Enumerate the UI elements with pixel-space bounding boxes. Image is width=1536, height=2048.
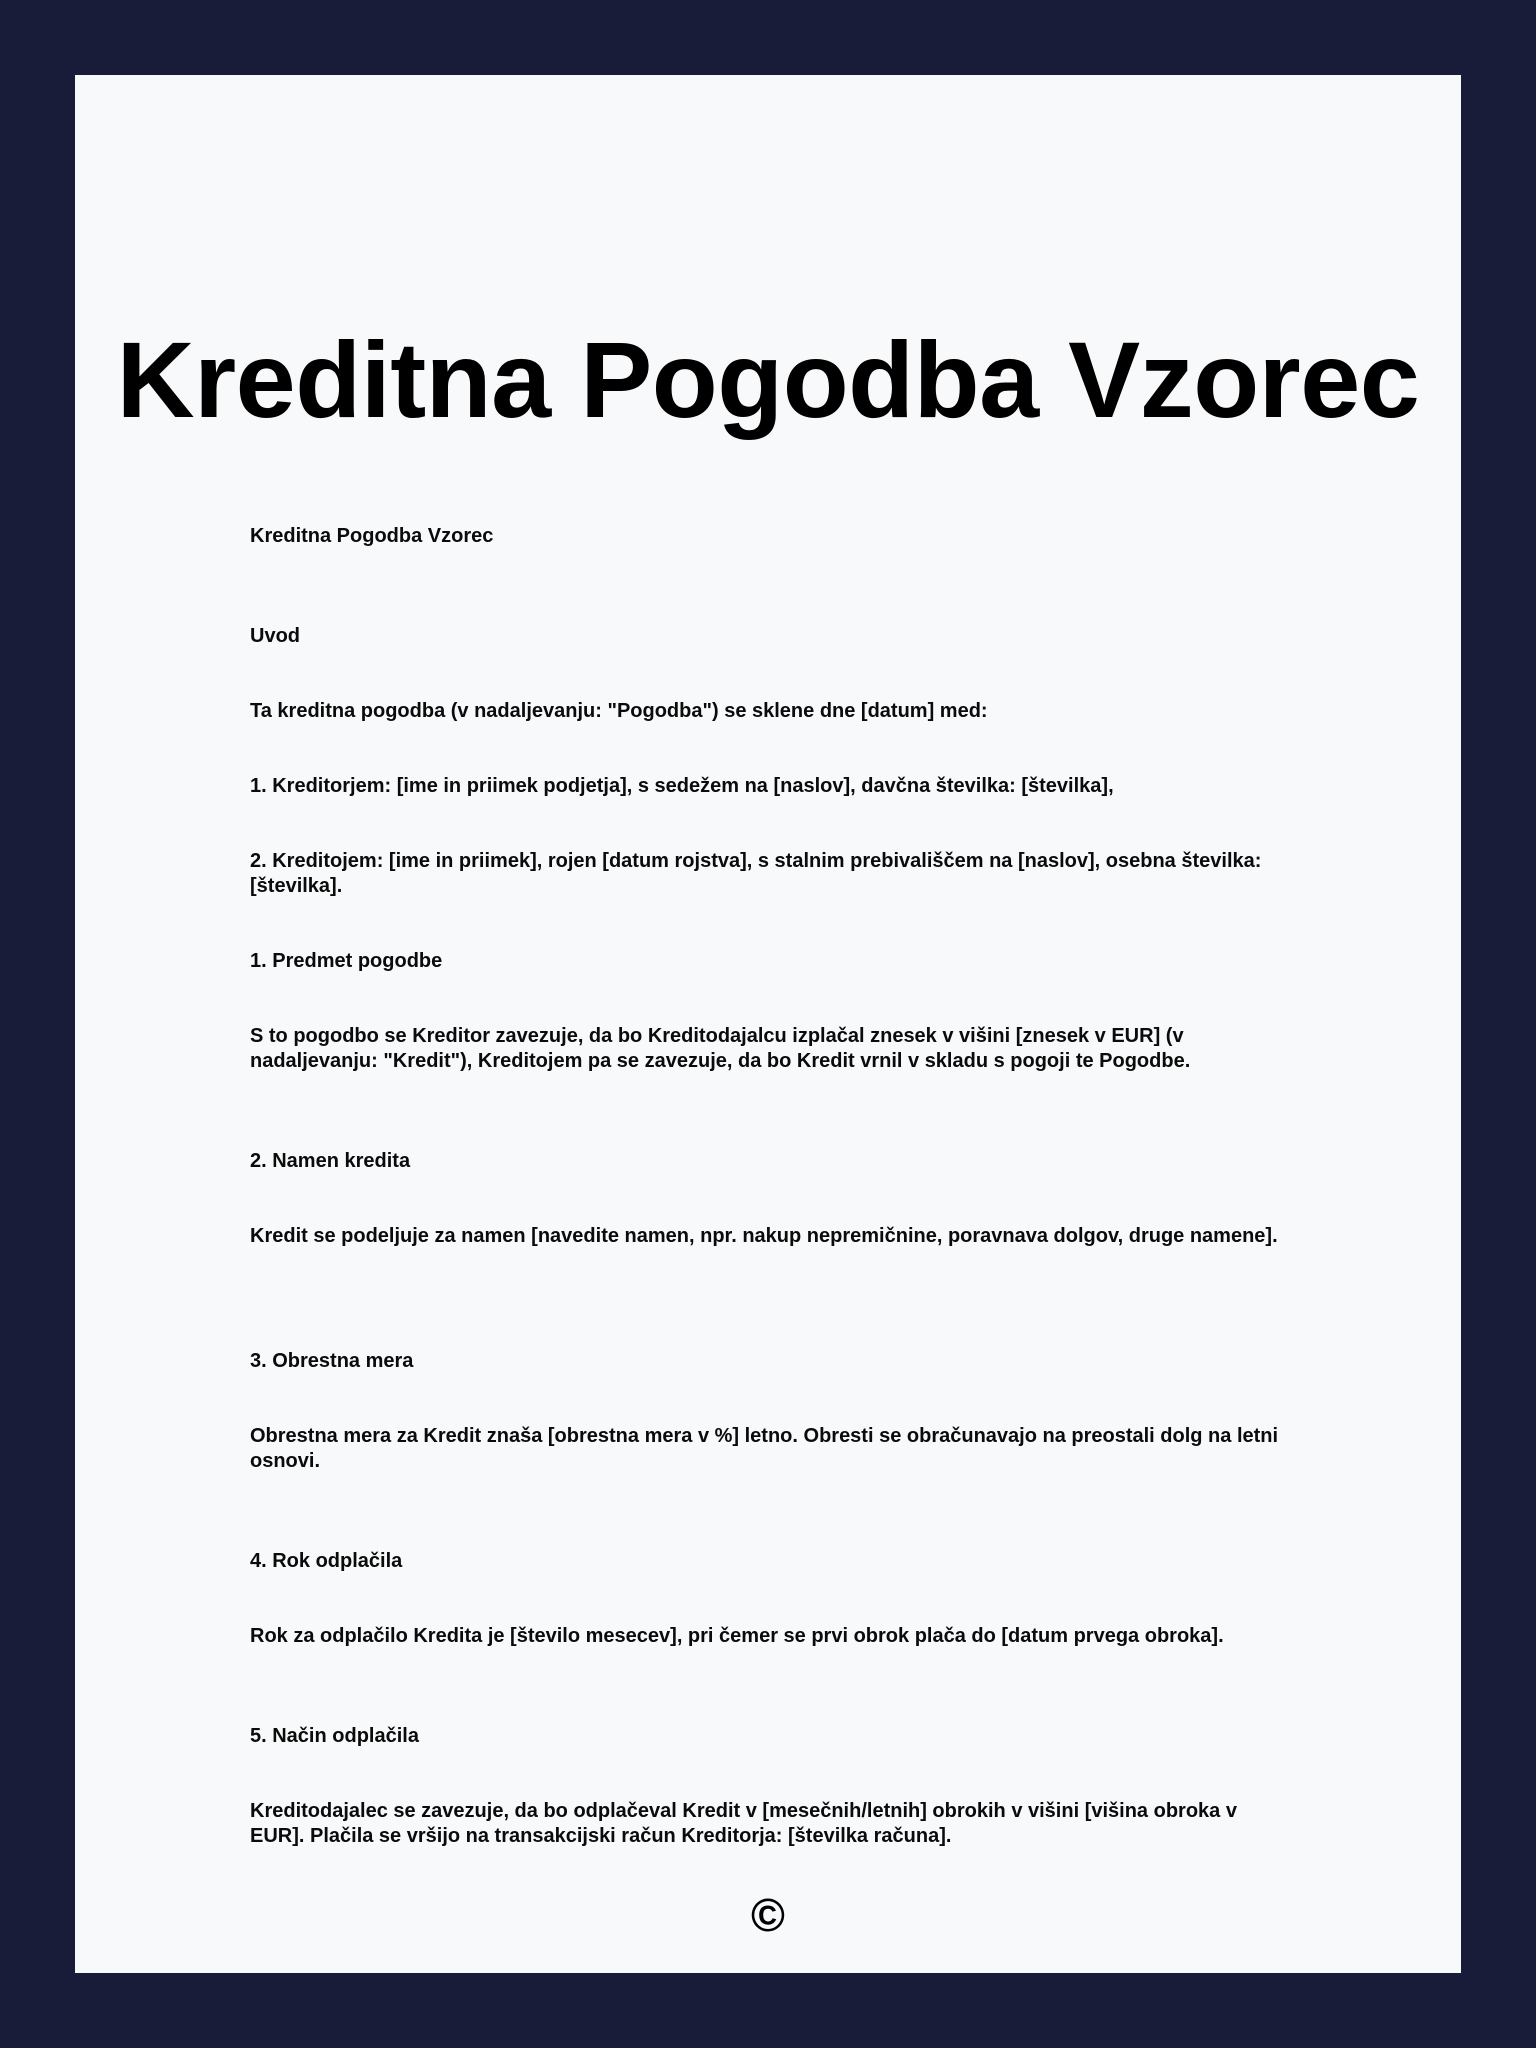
section-heading-subject: 1. Predmet pogodbe bbox=[250, 950, 443, 972]
paragraph-subject: S to pogodbo se Kreditor zavezuje, da bo Kreditodajalcu izplačal znesek v višini [znesek v EUR] (v nadaljevanju: "Kredit"), Kreditojem pa se zavezuje, da bo Kredit vrnil v skladu s pogoji te Pogodbe. bbox=[250, 1025, 1191, 1072]
section-heading-purpose: 2. Namen kredita bbox=[250, 1150, 411, 1172]
section-heading-repayment: 5. Način odplačila bbox=[250, 1725, 419, 1747]
paragraph-purpose: Kredit se podeljuje za namen [navedite namen, npr. nakup nepremičnine, poravnava dolgov, druge namene]. bbox=[250, 1225, 1278, 1247]
paragraph-intro: Ta kreditna pogodba (v nadaljevanju: "Pogodba") se sklene dne [datum] med: bbox=[250, 700, 988, 722]
paragraph-creditor: 1. Kreditorjem: [ime in priimek podjetja], s sedežem na [naslov], davčna številka: [številka], bbox=[250, 775, 1114, 797]
paragraph-repayment: Kreditodajalec se zavezuje, da bo odplačeval Kredit v [mesečnih/letnih] obrokih v višini [višina obroka v EUR]. Plačila se vršijo na transakcijski račun Kreditorja: [številka računa]. bbox=[250, 1800, 1237, 1847]
section-heading-intro: Uvod bbox=[250, 625, 300, 647]
document-title: Kreditna Pogodba Vzorec bbox=[116, 319, 1420, 440]
paragraph-term: Rok za odplačilo Kredita je [število mesecev], pri čemer se prvi obrok plača do [datum prvega obroka]. bbox=[250, 1625, 1224, 1647]
document-page bbox=[75, 75, 1461, 1973]
paragraph-interest: Obrestna mera za Kredit znaša [obrestna mera v %] letno. Obresti se obračunavajo na preostali dolg na letni osnovi. bbox=[250, 1425, 1279, 1472]
paragraph-borrower: 2. Kreditojem: [ime in priimek], rojen [datum rojstva], s stalnim prebivališčem na [naslov], osebna številka: [številka]. bbox=[250, 850, 1262, 897]
section-heading-term: 4. Rok odplačila bbox=[250, 1550, 403, 1572]
section-heading-interest: 3. Obrestna mera bbox=[250, 1350, 414, 1372]
document-subtitle: Kreditna Pogodba Vzorec bbox=[250, 525, 494, 547]
copyright-symbol: © bbox=[751, 1889, 785, 1941]
